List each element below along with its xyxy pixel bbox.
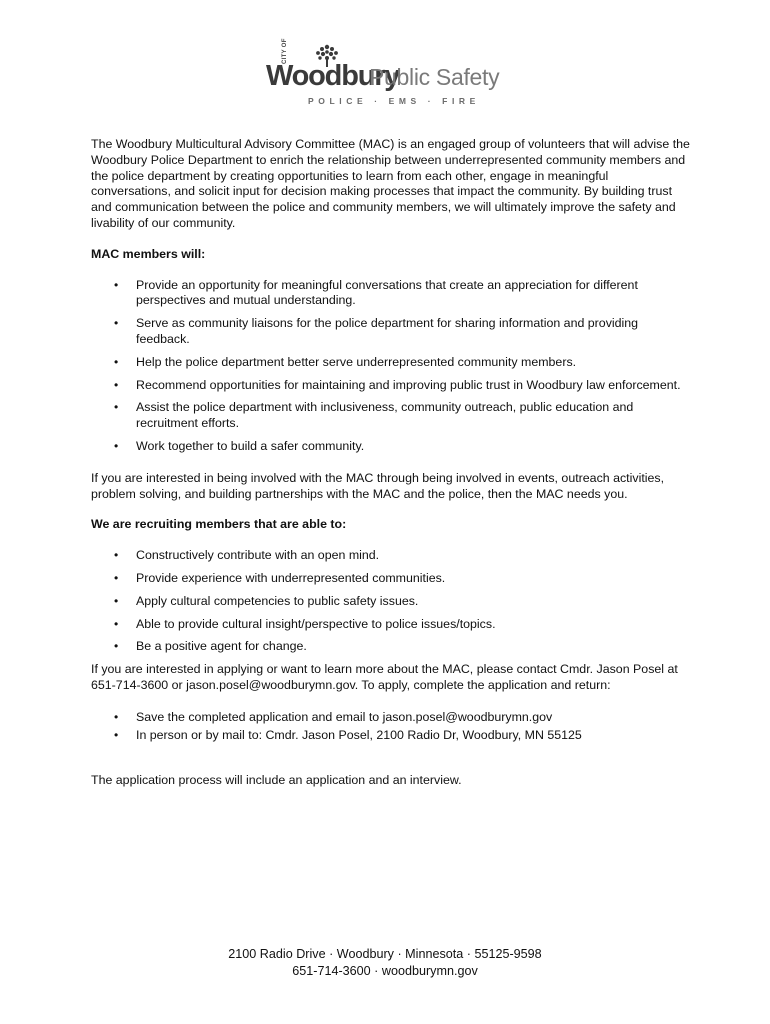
list-item: • Assist the police department with inclusiveness, community outreach, public education and recruitment efforts. (91, 400, 691, 432)
list-item: • Be a positive agent for change. (91, 639, 691, 655)
list-item: • Serve as community liaisons for the police department for sharing information and providing feedback. (91, 316, 691, 348)
list-item: • Able to provide cultural insight/perspective to police issues/topics. (91, 617, 691, 633)
woodbury-public-safety-logo (266, 38, 506, 108)
members-list (91, 278, 691, 455)
interest-paragraph: If you are interested in being involved with the MAC through being involved in events, outreach activities, problem solving, and building partnerships with the MAC and the police, then the MAC needs you. (91, 470, 665, 501)
logo-tagline: POLICE · EMS · FIRE (308, 96, 480, 106)
logo-public-safety: Public Safety (369, 64, 500, 90)
list-item: • Recommend opportunities for maintaining and improving public trust in Woodbury law enforcement. (91, 378, 691, 394)
list-item: • Work together to build a safer community. (91, 439, 691, 455)
closing-paragraph: The application process will include an application and an interview. (91, 773, 462, 788)
recruiting-heading: We are recruiting members that are able to: (91, 517, 347, 532)
logo-city-of: CITY OF (282, 38, 288, 64)
intro-paragraph: The Woodbury Multicultural Advisory Committee (MAC) is an engaged group of volunteers that will advise the Woodbury Police Department to enrich the relationship between underrepresented community members and the police department by creating opportunities to learn from each other, engage in meaningful conversations, and solicit input for decision making processes that impact the community. By building trust and communication between the police and community members, we will ultimately improve the safety and livability of our community. (91, 137, 690, 230)
footer-address: 2100 Radio Drive · Woodbury · Minnesota · 55125-9598 (228, 947, 542, 961)
list-item: • Constructively contribute with an open mind. (91, 548, 691, 564)
list-item: • In person or by mail to: Cmdr. Jason Posel, 2100 Radio Dr, Woodbury, MN 55125 (91, 728, 691, 744)
document-body (91, 137, 691, 789)
recruiting-list (91, 548, 691, 655)
logo-woodbury-wordmark: Woodbury (266, 60, 400, 92)
list-item: • Save the completed application and email to jason.posel@woodburymn.gov (91, 710, 691, 726)
contact-paragraph: If you are interested in applying or want to learn more about the MAC, please contact Cmdr. Jason Posel at 651-714-3600 or jason.posel@woodburymn.gov. To apply, complete the application and return: (91, 662, 678, 692)
footer-phone-web: 651-714-3600 · woodburymn.gov (292, 964, 478, 978)
members-heading: MAC members will: (91, 246, 206, 261)
return-options-list (91, 710, 691, 744)
footer (0, 946, 770, 980)
list-item: • Help the police department better serve underrepresented community members. (91, 355, 691, 371)
list-item: • Apply cultural competencies to public safety issues. (91, 594, 691, 610)
list-item: • Provide an opportunity for meaningful conversations that create an appreciation for different perspectives and mutual understanding. (91, 278, 691, 310)
list-item: • Provide experience with underrepresented communities. (91, 571, 691, 587)
